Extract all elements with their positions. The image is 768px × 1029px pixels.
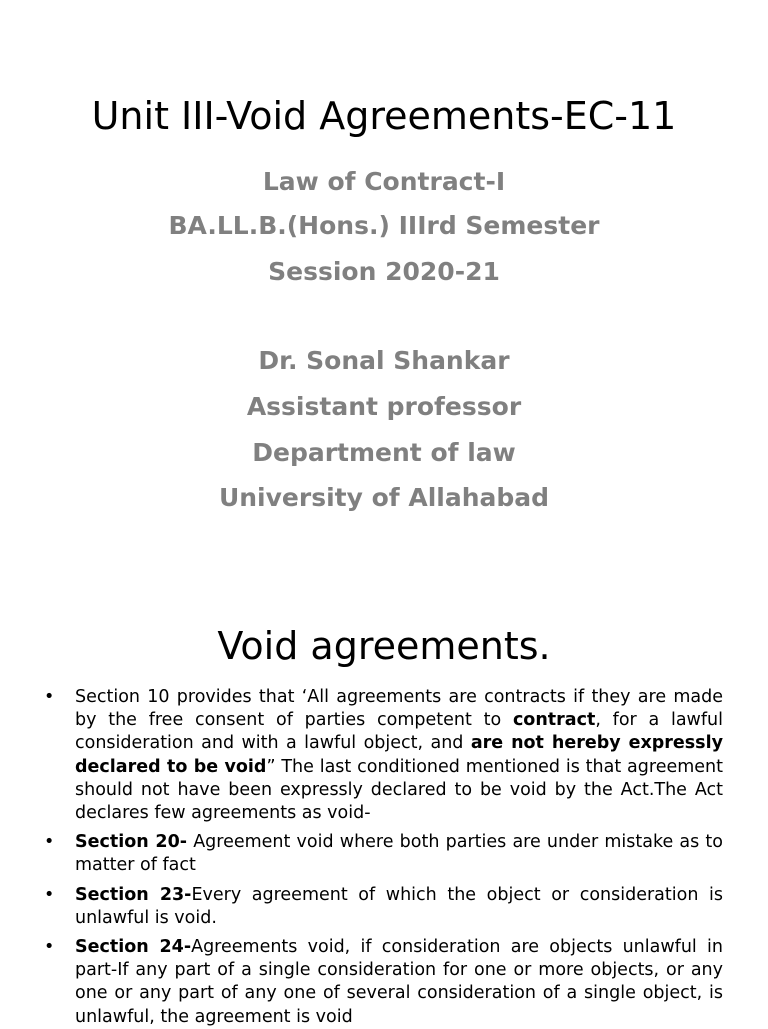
program-semester: BA.LL.B.(Hons.) IIIrd Semester bbox=[168, 211, 600, 240]
author-name: Dr. Sonal Shankar bbox=[258, 346, 510, 375]
bullet-item bbox=[0, 831, 768, 877]
bullet-list bbox=[0, 686, 768, 1029]
university: University of Allahabad bbox=[218, 483, 550, 512]
bullet-text: Section 23-Every agreement of which the object or consideration is unlawful is void. bbox=[75, 884, 723, 928]
bullet-icon: • bbox=[44, 832, 55, 853]
bullet-icon: • bbox=[44, 937, 55, 958]
session: Session 2020-21 bbox=[268, 257, 500, 286]
slide-title: Unit III-Void Agreements-EC-11 bbox=[91, 94, 677, 138]
section-heading: Void agreements. bbox=[217, 624, 551, 668]
bullet-icon: • bbox=[44, 884, 55, 905]
bullet-item bbox=[0, 936, 768, 1029]
author-designation: Assistant professor bbox=[246, 392, 522, 421]
bullet-item bbox=[0, 884, 768, 930]
department: Department of law bbox=[252, 438, 516, 467]
course-name: Law of Contract-I bbox=[262, 167, 506, 196]
bullet-text: Section 10 provides that ‘All agreements are contracts if they are made by the free consent of parties competent to contract, for a lawful consideration and with a lawful object, and are not hereby expressly declared to be void” The last conditioned mentioned is that agreement should not have been expressly declared to be void by the Act.The Act declares few agreements as void- bbox=[75, 687, 723, 824]
bullet-icon: • bbox=[44, 687, 55, 707]
bullet-item bbox=[0, 686, 768, 825]
bullet-text: Section 20- Agreement void where both parties are under mistake as to matter of fact bbox=[75, 832, 723, 876]
bullet-text: Section 24-Agreements void, if consideration are objects unlawful in part-If any part of a single consideration for one or more objects, or any one or any part of any one of several consideration of a single object, is unlawful, the agreement is void bbox=[75, 937, 723, 1027]
